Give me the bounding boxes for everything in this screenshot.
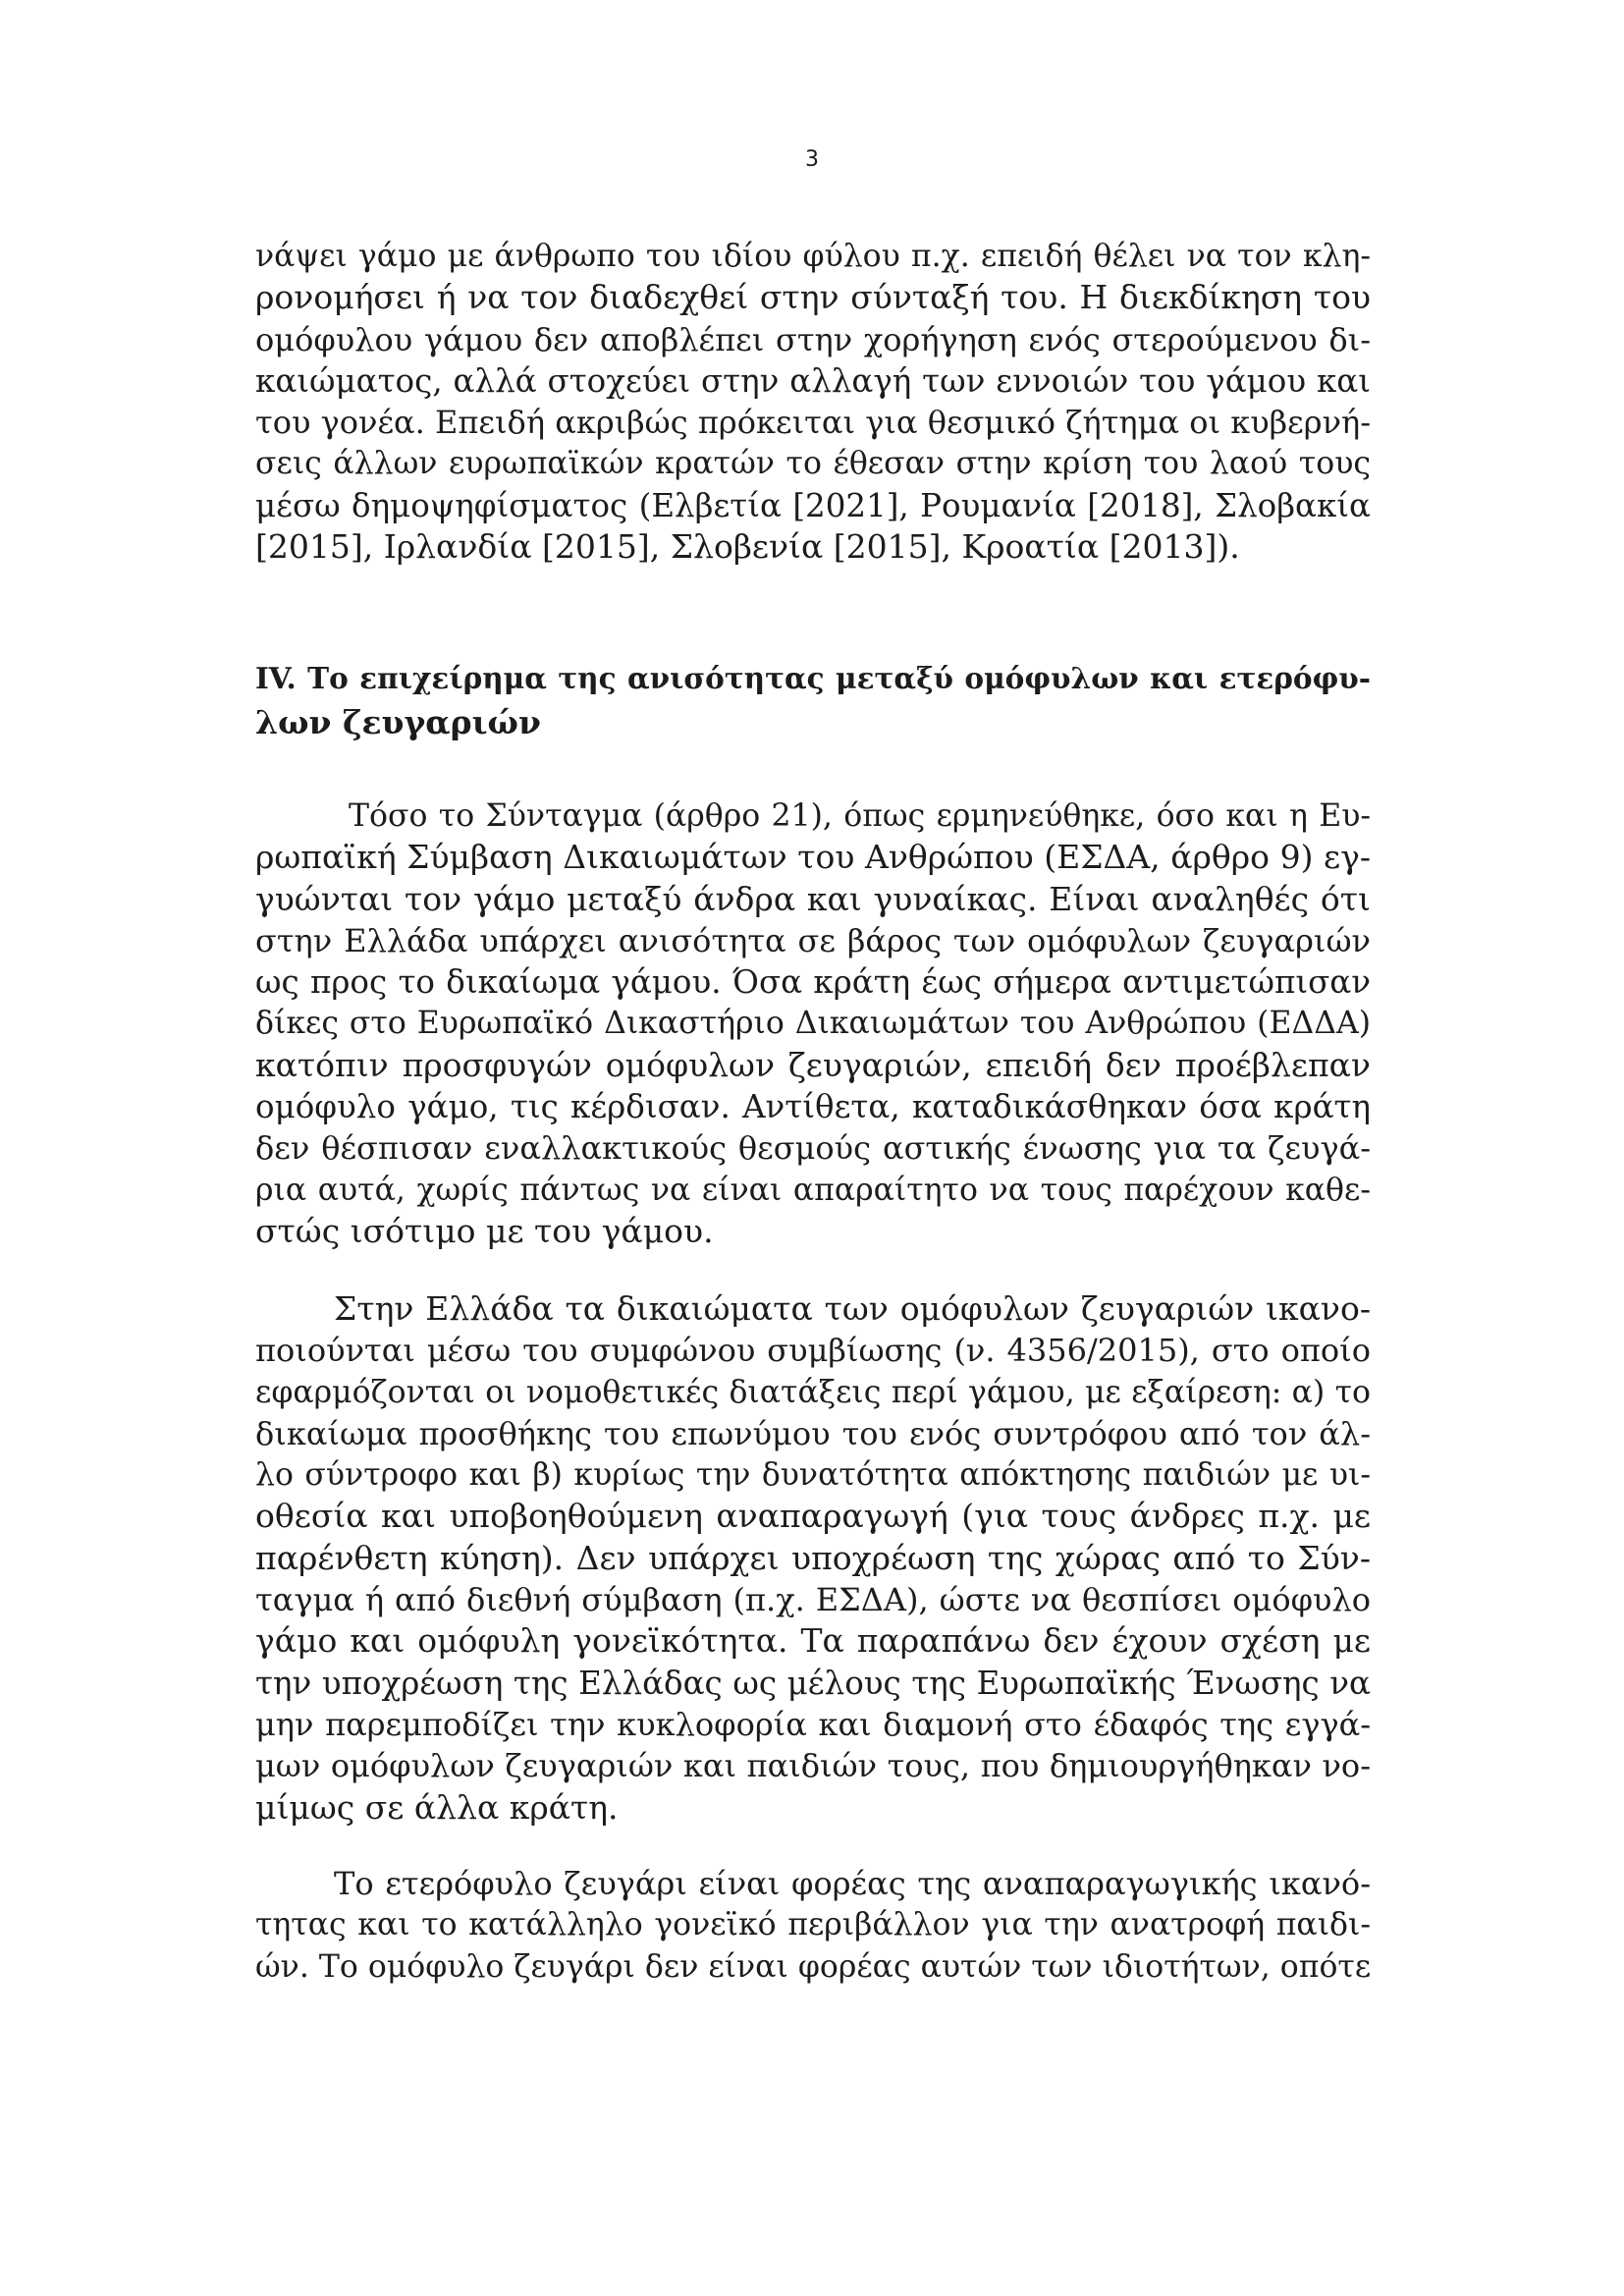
- text-line: [2015], Ιρλανδία [2015], Σλοβενία [2015], Κροατία [2013]).: [255, 527, 1240, 567]
- text-line: Στην Ελλάδα τα δικαιώματα των ομόφυλων ζευγαριών ικανο-: [334, 1289, 1371, 1328]
- text-line: ποιούνται μέσω του συμφώνου συμβίωσης (ν. 4356/2015), στο οποίο: [255, 1332, 1371, 1370]
- text-line: μων ομόφυλων ζευγαριών και παιδιών τους, που δημιουργήθηκαν νο-: [255, 1747, 1371, 1785]
- text-line: Το ετερόφυλο ζευγάρι είναι φορέας της αναπαραγωγικής ικανό-: [334, 1865, 1371, 1902]
- text-line: μίμως σε άλλα κράτη.: [255, 1787, 619, 1827]
- text-line: κατόπιν προσφυγών ομόφυλων ζευγαριών, επειδή δεν προέβλεπαν: [255, 1045, 1371, 1084]
- text-line: ρονομήσει ή να τον διαδεχθεί στην σύνταξή του. Η διεκδίκηση του: [255, 278, 1371, 317]
- text-line: νάψει γάμο με άνθρωπο του ιδίου φύλου π.χ. επειδή θέλει να τον κλη-: [255, 239, 1371, 274]
- text-line: γάμο και ομόφυλη γονεϊκότητα. Τα παραπάνω δεν έχουν σχέση με: [255, 1621, 1371, 1661]
- text-line: εφαρμόζονται οι νομοθετικές διατάξεις περί γάμου, με εξαίρεση: α) το: [255, 1374, 1371, 1410]
- text-line: ών. Το ομόφυλο ζευγάρι δεν είναι φορέας αυτών των ιδιοτήτων, οπότε: [255, 1948, 1372, 1985]
- text-line: ρια αυτά, χωρίς πάντως να είναι απαραίτητο να τους παρέχουν καθε-: [255, 1172, 1371, 1208]
- text-line: στώς ισότιμο με του γάμου.: [255, 1211, 714, 1250]
- text-line: γυώνται τον γάμο μεταξύ άνδρα και γυναίκας. Είναι αναληθές ότι: [255, 879, 1371, 918]
- continuation-paragraph: [255, 236, 1371, 568]
- text-line: ομόφυλο γάμο, τις κέρδισαν. Αντίθετα, καταδικάσθηκαν όσα κράτη: [255, 1088, 1371, 1126]
- section-heading-line: λων ζευγαριών: [255, 703, 541, 741]
- text-line: καιώματος, αλλά στοχεύει στην αλλαγή των εννοιών του γάμου και: [255, 361, 1371, 400]
- section-heading-line: IV. Το επιχείρημα της ανισότητας μεταξύ ομόφυλων και ετερόφυ-: [255, 661, 1371, 695]
- text-line: σεις άλλων ευρωπαϊκών κρατών το έθεσαν στην κρίση του λαού τους: [255, 446, 1371, 482]
- text-line: Τόσο το Σύνταγμα (άρθρο 21), όπως ερμηνεύθηκε, όσο και η Ευ-: [349, 798, 1371, 834]
- text-line: την υποχρέωση της Ελλάδας ως μέλους της Ευρωπαϊκής Ένωσης να: [255, 1664, 1371, 1702]
- text-line: τητας και το κατάλληλο γονεϊκό περιβάλλον για την ανατροφή παιδι-: [255, 1907, 1371, 1943]
- text-line: μέσω δημοψηφίσματος (Ελβετία [2021], Ρουμανία [2018], Σλοβακία: [255, 486, 1371, 524]
- paragraph-1: [255, 795, 1371, 1252]
- text-line: ως προς το δικαίωμα γάμου. Όσα κράτη έως σήμερα αντιμετώπισαν: [255, 963, 1371, 1002]
- text-line: οθεσία και υποβοηθούμενη αναπαραγωγή (για τους άνδρες π.χ. με: [255, 1497, 1371, 1536]
- text-line: δίκες στο Ευρωπαϊκό Δικαστήριο Δικαιωμάτων του Ανθρώπου (ΕΔΔΑ): [255, 1006, 1371, 1042]
- text-line: μην παρεμποδίζει την κυκλοφορία και διαμονή στο έδαφός της εγγά-: [255, 1705, 1371, 1743]
- paragraph-3: [255, 1863, 1371, 1988]
- page-number: 3: [805, 147, 819, 172]
- text-line: παρένθετη κύηση). Δεν υπάρχει υποχρέωση της χώρας από το Σύν-: [255, 1538, 1371, 1577]
- text-line: δικαίωμα προσθήκης του επωνύμου του ενός συντρόφου από τον άλ-: [255, 1414, 1371, 1452]
- text-line: λο σύντροφο και β) κυρίως την δυνατότητα απόκτησης παιδιών με υι-: [255, 1457, 1371, 1494]
- section-heading: [255, 656, 1371, 744]
- paragraph-2: [255, 1288, 1371, 1829]
- text-line: ομόφυλου γάμου δεν αποβλέπει στην χορήγηση ενός στερούμενου δι-: [255, 320, 1371, 358]
- text-line: δεν θέσπισαν εναλλακτικούς θεσμούς αστικής ένωσης για τα ζευγά-: [255, 1129, 1371, 1168]
- text-line: στην Ελλάδα υπάρχει ανισότητα σε βάρος των ομόφυλων ζευγαριών: [255, 921, 1371, 959]
- text-line: ρωπαϊκή Σύμβαση Δικαιωμάτων του Ανθρώπου (ΕΣΔΑ, άρθρο 9) εγ-: [255, 838, 1371, 877]
- text-line: του γονέα. Επειδή ακριβώς πρόκειται για θεσμικό ζήτημα οι κυβερνή-: [255, 404, 1371, 442]
- text-line: ταγμα ή από διεθνή σύμβαση (π.χ. ΕΣΔΑ), ώστε να θεσπίσει ομόφυλο: [255, 1581, 1371, 1619]
